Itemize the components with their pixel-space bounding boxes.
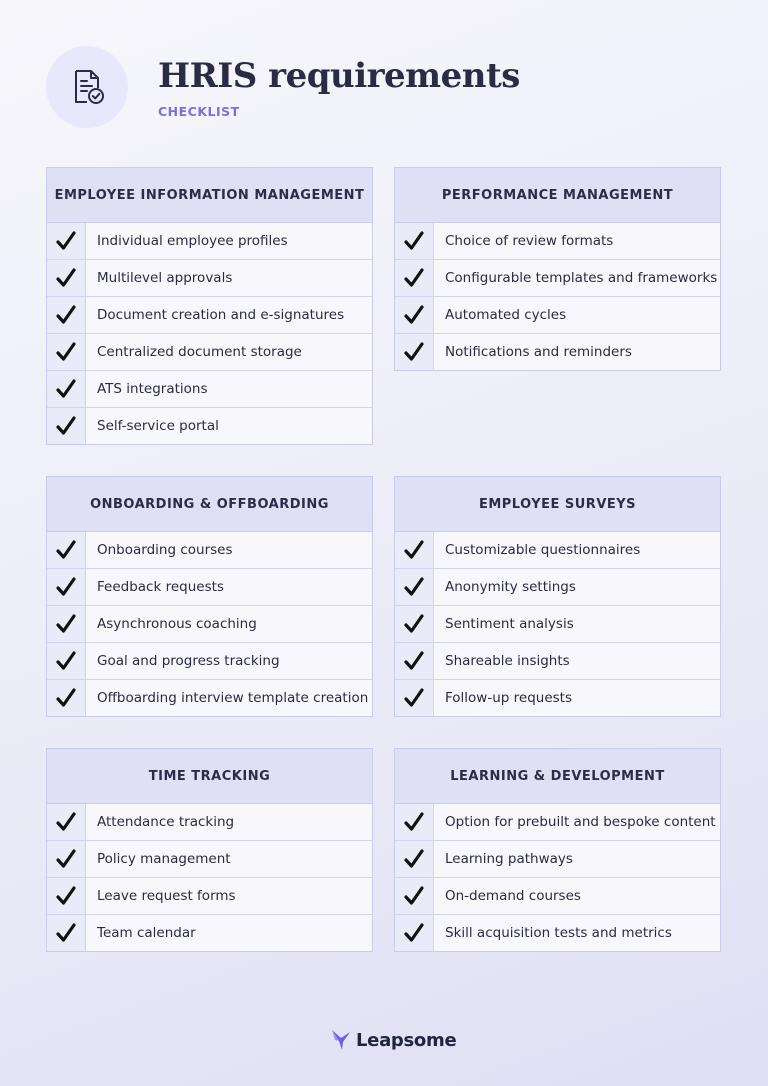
checklist-item bbox=[395, 260, 720, 297]
checklist-item bbox=[395, 680, 720, 716]
checkmark-icon bbox=[47, 260, 86, 296]
checklist-card bbox=[394, 748, 721, 952]
checklist-item-label: Skill acquisition tests and metrics bbox=[445, 925, 672, 941]
checkmark-icon bbox=[395, 297, 434, 333]
checklist-item bbox=[47, 223, 372, 260]
checklist-item bbox=[47, 878, 372, 915]
section-title: ONBOARDING & OFFBOARDING bbox=[47, 477, 372, 532]
checkmark-icon bbox=[47, 371, 86, 407]
checkmark-icon bbox=[47, 643, 86, 679]
checklist-item bbox=[395, 532, 720, 569]
checklist-item-label: Onboarding courses bbox=[97, 542, 233, 558]
checkmark-icon bbox=[395, 606, 434, 642]
checkmark-icon bbox=[395, 334, 434, 370]
checklist-card bbox=[394, 167, 721, 371]
page-title: HRIS requirements bbox=[158, 56, 520, 96]
checklist-item bbox=[47, 260, 372, 297]
checkmark-icon bbox=[47, 841, 86, 877]
checklist-item-label: Sentiment analysis bbox=[445, 616, 574, 632]
checklist-item-label: Attendance tracking bbox=[97, 814, 235, 830]
page-subtitle: CHECKLIST bbox=[158, 104, 240, 119]
checkmark-icon bbox=[395, 841, 434, 877]
checkmark-icon bbox=[47, 334, 86, 370]
checkmark-icon bbox=[395, 643, 434, 679]
checkmark-icon bbox=[47, 804, 86, 840]
section-title: EMPLOYEE SURVEYS bbox=[395, 477, 720, 532]
checklist-item bbox=[47, 408, 372, 444]
checkmark-icon bbox=[47, 408, 86, 444]
checklist-item bbox=[47, 334, 372, 371]
checklist-item-label: Offboarding interview template creation bbox=[97, 690, 369, 706]
checkmark-icon bbox=[395, 260, 434, 296]
checkmark-icon bbox=[47, 680, 86, 716]
checklist-item-label: Automated cycles bbox=[445, 307, 567, 323]
checklist-item-label: Option for prebuilt and bespoke content bbox=[445, 814, 716, 830]
checklist-item bbox=[47, 532, 372, 569]
brand-logo bbox=[330, 1028, 456, 1052]
checklist-item bbox=[47, 841, 372, 878]
checkmark-icon bbox=[47, 569, 86, 605]
checklist-item-label: Team calendar bbox=[97, 925, 196, 941]
checkmark-icon bbox=[47, 532, 86, 568]
checklist-item-label: Anonymity settings bbox=[445, 579, 576, 595]
checkmark-icon bbox=[47, 606, 86, 642]
checklist-item bbox=[395, 569, 720, 606]
checkmark-icon bbox=[395, 878, 434, 914]
section-title: EMPLOYEE INFORMATION MANAGEMENT bbox=[47, 168, 372, 223]
checklist-item bbox=[47, 606, 372, 643]
checklist-item-label: Multilevel approvals bbox=[97, 270, 233, 286]
checklist-item bbox=[47, 804, 372, 841]
section-title: TIME TRACKING bbox=[47, 749, 372, 804]
checkmark-icon bbox=[395, 680, 434, 716]
checklist-item-label: Learning pathways bbox=[445, 851, 573, 867]
checklist-item-label: On-demand courses bbox=[445, 888, 581, 904]
checklist-item bbox=[47, 371, 372, 408]
checkmark-icon bbox=[47, 878, 86, 914]
checklist-card bbox=[46, 167, 373, 445]
checklist-item bbox=[395, 804, 720, 841]
checklist-item-label: Individual employee profiles bbox=[97, 233, 288, 249]
checklist-item-label: Configurable templates and frameworks bbox=[445, 270, 718, 286]
checkmark-icon bbox=[395, 532, 434, 568]
document-check-icon bbox=[46, 46, 128, 128]
checklist-item-label: Goal and progress tracking bbox=[97, 653, 280, 669]
checkmark-icon bbox=[395, 223, 434, 259]
checklist-item-label: Self-service portal bbox=[97, 418, 219, 434]
checklist-item-label: Asynchronous coaching bbox=[97, 616, 257, 632]
checklist-item-label: Leave request forms bbox=[97, 888, 236, 904]
checklist-item-label: Follow-up requests bbox=[445, 690, 572, 706]
checklist-item-label: ATS integrations bbox=[97, 381, 208, 397]
checkmark-icon bbox=[47, 223, 86, 259]
checklist-item bbox=[395, 223, 720, 260]
checklist-item bbox=[47, 680, 372, 716]
checklist-item bbox=[395, 643, 720, 680]
checkmark-icon bbox=[47, 915, 86, 951]
checkmark-icon bbox=[395, 569, 434, 605]
checklist-item bbox=[395, 334, 720, 370]
checklist-card bbox=[394, 476, 721, 717]
checklist-item bbox=[47, 915, 372, 951]
checklist-item-label: Centralized document storage bbox=[97, 344, 302, 360]
checklist-item-label: Customizable questionnaires bbox=[445, 542, 641, 558]
checklist-item bbox=[395, 297, 720, 334]
section-title: PERFORMANCE MANAGEMENT bbox=[395, 168, 720, 223]
checklist-card bbox=[46, 748, 373, 952]
checkmark-icon bbox=[395, 804, 434, 840]
checklist-item bbox=[395, 915, 720, 951]
checklist-item bbox=[47, 297, 372, 334]
checklist-item bbox=[47, 643, 372, 680]
checklist-item bbox=[47, 569, 372, 606]
checklist-item-label: Notifications and reminders bbox=[445, 344, 632, 360]
checklist-item bbox=[395, 878, 720, 915]
checklist-item bbox=[395, 606, 720, 643]
checklist-item bbox=[395, 841, 720, 878]
checklist-item-label: Feedback requests bbox=[97, 579, 224, 595]
checkmark-icon bbox=[47, 297, 86, 333]
leapsome-bird-icon bbox=[330, 1028, 352, 1052]
checklist-item-label: Document creation and e-signatures bbox=[97, 307, 345, 323]
checklist-card bbox=[46, 476, 373, 717]
brand-name: Leapsome bbox=[356, 1029, 457, 1051]
checklist-item-label: Policy management bbox=[97, 851, 231, 867]
checkmark-icon bbox=[395, 915, 434, 951]
section-title: LEARNING & DEVELOPMENT bbox=[395, 749, 720, 804]
checklist-item-label: Choice of review formats bbox=[445, 233, 614, 249]
checklist-item-label: Shareable insights bbox=[445, 653, 570, 669]
